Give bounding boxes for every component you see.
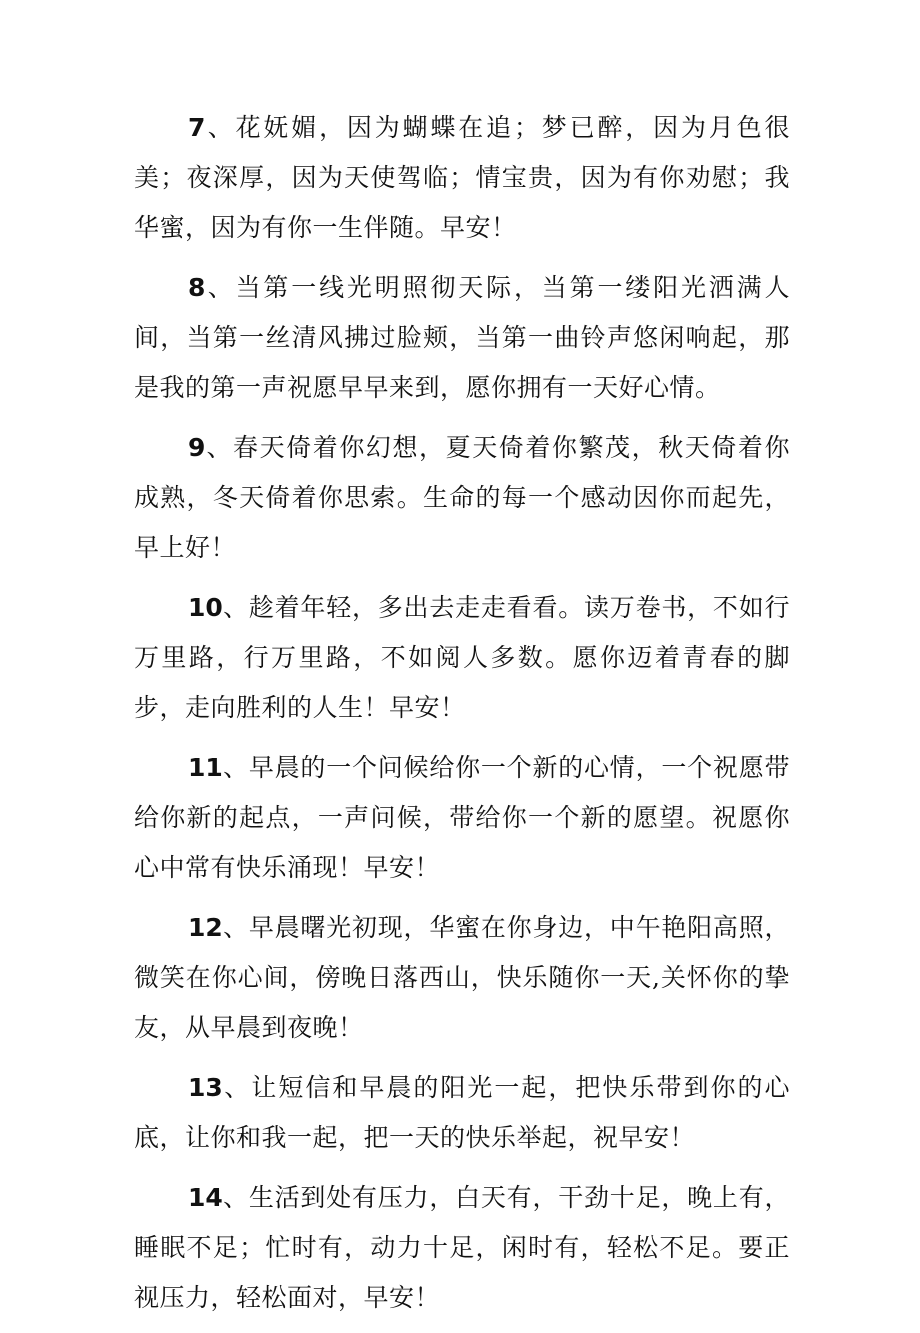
paragraph-number: 13 bbox=[188, 1073, 223, 1102]
paragraph-number: 11 bbox=[188, 753, 223, 782]
paragraph-number: 7 bbox=[188, 113, 206, 142]
document-page bbox=[134, 103, 790, 1333]
paragraph-number: 14 bbox=[188, 1183, 223, 1212]
paragraph-number: 9 bbox=[188, 433, 206, 462]
paragraph-text: 、趁着年轻，多出去走走看看。读万卷书，不如行万里路，行万里路，不如阅人多数。愿你迈着青春的脚步，走向胜利的人生！早安！ bbox=[134, 593, 790, 722]
paragraph-8 bbox=[134, 263, 790, 413]
paragraph-text: 、生活到处有压力，白天有，干劲十足，晚上有，睡眠不足；忙时有，动力十足，闲时有，轻松不足。要正视压力，轻松面对，早安！ bbox=[134, 1183, 790, 1312]
paragraph-10 bbox=[134, 583, 790, 733]
paragraph-text: 、花妩媚，因为蝴蝶在追；梦已醉，因为月色很美；夜深厚，因为天使驾临；情宝贵，因为有你劝慰；我华蜜，因为有你一生伴随。早安！ bbox=[134, 113, 790, 242]
paragraph-text: 、让短信和早晨的阳光一起，把快乐带到你的心底，让你和我一起，把一天的快乐举起，祝早安！ bbox=[134, 1073, 790, 1152]
paragraph-7 bbox=[134, 103, 790, 253]
paragraph-12 bbox=[134, 903, 790, 1053]
paragraph-text: 、早晨曙光初现，华蜜在你身边，中午艳阳高照，微笑在你心间，傍晚日落西山，快乐随你一天,关怀你的挚友，从早晨到夜晚！ bbox=[134, 913, 790, 1042]
paragraph-13 bbox=[134, 1063, 790, 1163]
paragraph-number: 8 bbox=[188, 273, 206, 302]
paragraph-number: 12 bbox=[188, 913, 223, 942]
paragraph-number: 10 bbox=[188, 593, 223, 622]
paragraph-11 bbox=[134, 743, 790, 893]
paragraph-9 bbox=[134, 423, 790, 573]
paragraph-text: 、早晨的一个问候给你一个新的心情，一个祝愿带给你新的起点，一声问候，带给你一个新的愿望。祝愿你心中常有快乐涌现！早安！ bbox=[134, 753, 790, 882]
paragraph-text: 、当第一线光明照彻天际，当第一缕阳光洒满人间，当第一丝清风拂过脸颊，当第一曲铃声悠闲响起，那是我的第一声祝愿早早来到，愿你拥有一天好心情。 bbox=[134, 273, 790, 402]
paragraph-text: 、春天倚着你幻想，夏天倚着你繁茂，秋天倚着你成熟，冬天倚着你思索。生命的每一个感动因你而起先，早上好！ bbox=[134, 433, 790, 562]
